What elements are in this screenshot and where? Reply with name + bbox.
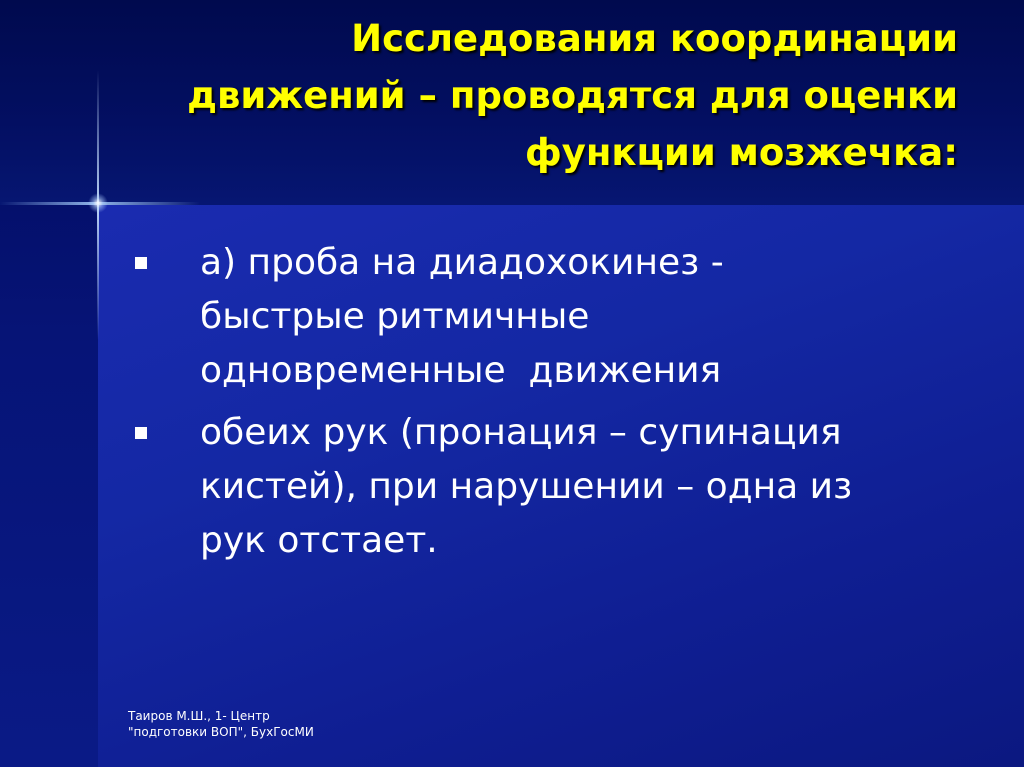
slide-title-line-2: движений – проводятся для оценки bbox=[187, 74, 958, 117]
bullet-1-line-3: одновременные движения bbox=[200, 350, 722, 391]
bullet-list bbox=[130, 236, 950, 568]
slide-title-line-3: функции мозжечка: bbox=[524, 131, 958, 174]
bullet-1-line-1: а) проба на диадохокинез - bbox=[200, 242, 724, 283]
slide-title-line-1: Исследования координации bbox=[351, 17, 958, 60]
footer-line-1: Таиров М.Ш., 1- Центр bbox=[128, 709, 270, 723]
square-bullet-icon bbox=[135, 257, 147, 269]
bullet-2-line-1: обеих рук (пронация – супинация bbox=[200, 412, 842, 453]
slide-title bbox=[40, 10, 958, 181]
footer-line-2: "подготовки ВОП", БухГосМИ bbox=[128, 725, 314, 739]
slide-footer bbox=[128, 708, 314, 740]
bullet-1-line-2: быстрые ритмичные bbox=[200, 296, 590, 337]
bullet-item-2 bbox=[130, 406, 950, 568]
bullet-2-line-2: кистей), при нарушении – одна из bbox=[200, 466, 853, 507]
bullet-item-1 bbox=[130, 236, 950, 398]
bullet-2-line-3: рук отстает. bbox=[200, 520, 438, 561]
square-bullet-icon bbox=[135, 427, 147, 439]
light-flare-star-icon bbox=[88, 193, 108, 213]
